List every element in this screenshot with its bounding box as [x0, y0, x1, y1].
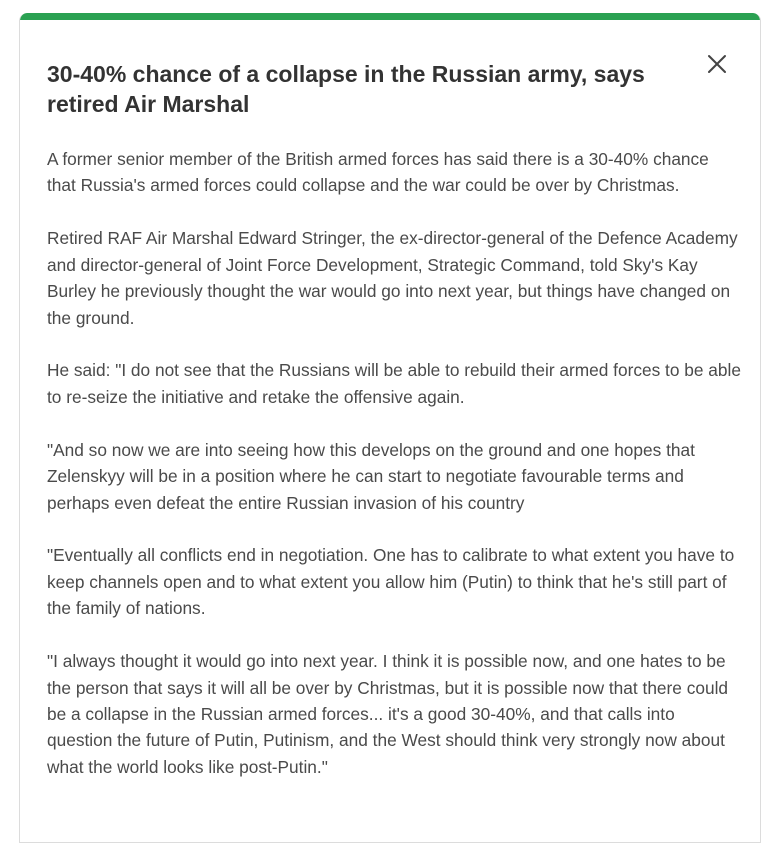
close-button[interactable] [704, 51, 730, 77]
post-paragraph: Retired RAF Air Marshal Edward Stringer, the ex-director-general of the Defence Academy and director-general of Joint Force Development, Strategic Command, told Sky's Kay Burley he previously thought the war would go into next year, but things have changed on the ground. [47, 228, 738, 328]
post-paragraph: A former senior member of the British armed forces has said there is a 30-40% chance that Russia's armed forces could collapse and the war could be over by Christmas. [47, 149, 709, 196]
post-paragraph: "I always thought it would go into next year. I think it is possible now, and one hates to be the person that says it will all be over by Christmas, but it is possible now that there could be a collapse in the Russian armed forces... it's a good 30-40%, and that calls into question the future of Putin, Putinism, and the West should think very strongly now about what the world looks like post-Putin." [47, 651, 729, 777]
live-post-card [19, 13, 761, 843]
post-paragraph: "And so now we are into seeing how this develops on the ground and one hopes that Zelenskyy will be in a position where he can start to negotiate favourable terms and perhaps even defeat the entire Russian invasion of his country [47, 439, 695, 513]
post-headline: 30-40% chance of a collapse in the Russian army, says retired Air Marshal [47, 61, 645, 117]
close-icon [704, 51, 730, 77]
post-paragraph: "Eventually all conflicts end in negotiation. One has to calibrate to what extent you have to keep channels open and to what extent you allow him (Putin) to think that he's still part of the family of nations. [47, 545, 735, 619]
post-body [47, 146, 742, 807]
post-paragraph: He said: "I do not see that the Russians will be able to rebuild their armed forces to be able to re-seize the initiative and retake the offensive again. [47, 360, 741, 407]
accent-bar [20, 13, 760, 20]
